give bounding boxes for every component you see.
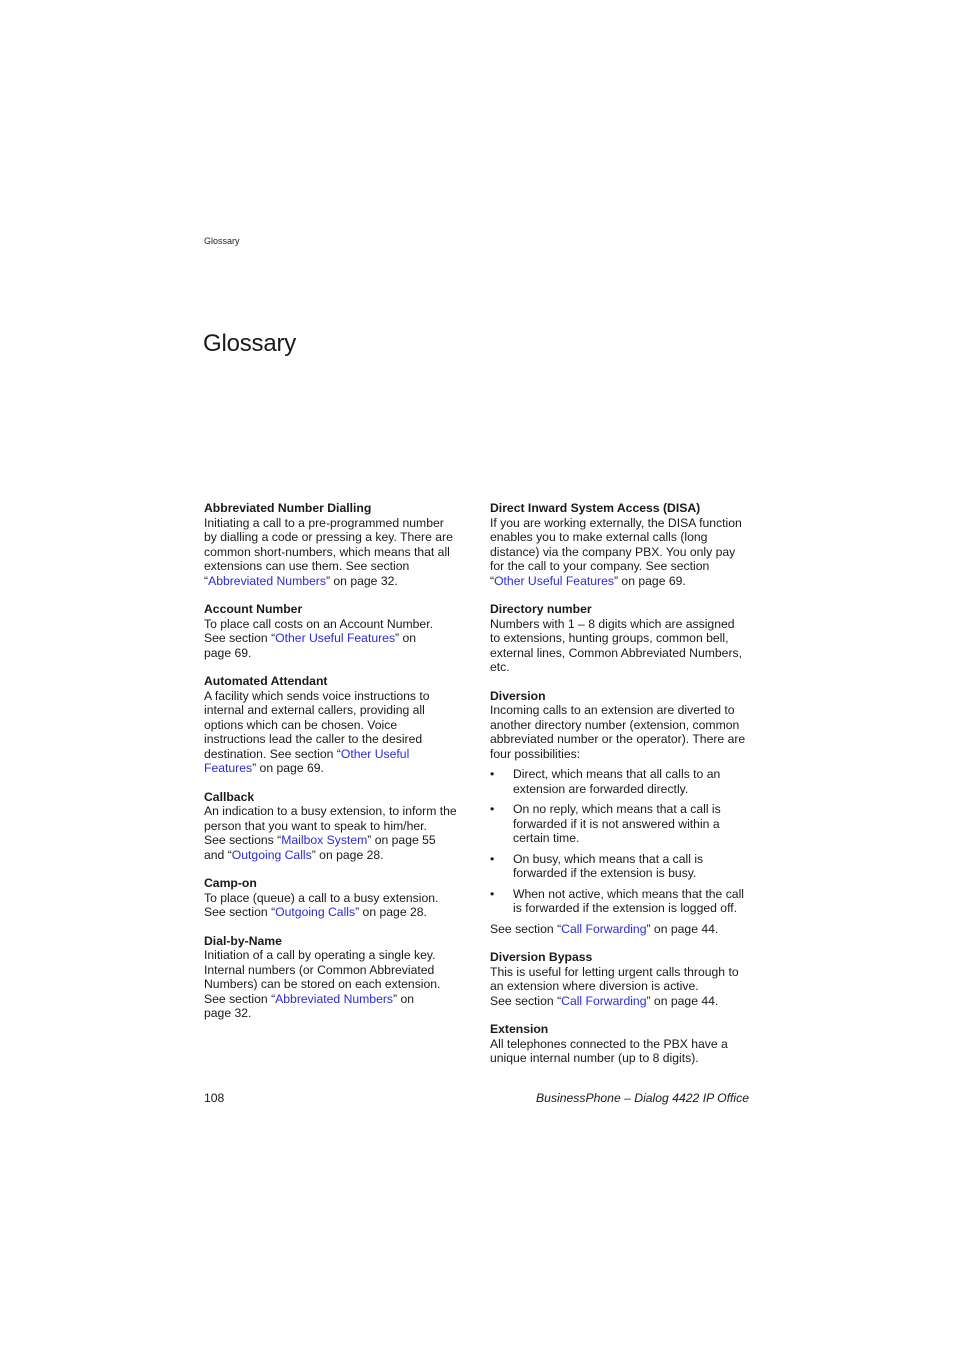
definition-line: This is useful for letting urgent calls through to [490, 964, 739, 979]
list-item-line: is forwarded if the extension is logged off. [513, 901, 738, 915]
page-title: Glossary [203, 330, 297, 357]
glossary-definition [204, 516, 466, 589]
glossary-term: Direct Inward System Access (DISA) [490, 501, 701, 515]
bullet-icon: • [490, 886, 495, 901]
glossary-column-left [204, 501, 466, 1035]
glossary-term: Callback [204, 789, 255, 804]
glossary-definition [490, 703, 752, 761]
definition-line: external lines, Common Abbreviated Numbers, [490, 645, 742, 660]
definition-line: abbreviated number or the operator). There are [490, 732, 746, 746]
glossary-definition [204, 689, 466, 776]
glossary-term: Diversion Bypass [490, 950, 593, 964]
glossary-definition [490, 965, 752, 1009]
glossary-term: Dial-by-Name [204, 933, 282, 948]
definition-line: another directory number (extension, common [490, 717, 740, 732]
bullet-icon: • [490, 767, 495, 781]
glossary-definition [204, 804, 466, 862]
definition-line: See section “Outgoing Calls” on page 28. [204, 905, 427, 919]
link-call-forwarding[interactable]: Call Forwarding [561, 921, 647, 936]
definition-line: Numbers with 1 – 8 digits which are assigned [490, 616, 735, 631]
glossary-definition [490, 1037, 752, 1066]
definition-line: A facility which sends voice instructions to [204, 688, 430, 703]
glossary-term: Account Number [204, 602, 303, 616]
glossary-entry-camp-on [204, 876, 466, 920]
definition-line: and “Outgoing Calls” on page 28. [204, 847, 384, 862]
definition-line: See sections “Mailbox System” on page 55 [204, 833, 436, 847]
glossary-term: Abbreviated Number Dialling [204, 501, 372, 515]
diversion-options-list [490, 767, 752, 916]
glossary-term: Camp-on [204, 876, 257, 890]
glossary-entry-disa [490, 501, 752, 588]
link-abbreviated-numbers[interactable]: Abbreviated Numbers [208, 573, 326, 588]
glossary-entry-account-number [204, 602, 466, 660]
link-outgoing-calls[interactable]: Outgoing Calls [231, 847, 312, 862]
definition-line: enables you to make external calls (long [490, 530, 708, 544]
list-item-line: forwarded if the extension is busy. [513, 866, 697, 880]
definition-line: common short-numbers, which means that all [204, 544, 450, 559]
definition-line: See section “Abbreviated Numbers” on [204, 991, 415, 1006]
definition-line: four possibilities: [490, 746, 581, 761]
page-number: 108 [204, 1091, 225, 1105]
definition-line: See section “Other Useful Features” on [204, 631, 417, 645]
list-item-line: On no reply, which means that a call is [513, 802, 721, 816]
glossary-column-right [490, 501, 752, 1080]
definition-line: If you are working externally, the DISA function [490, 515, 742, 530]
glossary-definition [490, 617, 752, 675]
list-item-line: certain time. [513, 831, 580, 845]
diversion-see-also [490, 922, 752, 937]
definition-line: “Other Useful Features” on page 69. [490, 573, 686, 588]
glossary-definition [204, 617, 466, 661]
definition-line: page 69. [204, 645, 252, 660]
link-abbreviated-numbers[interactable]: Abbreviated Numbers [275, 991, 394, 1006]
glossary-entry-diversion [490, 689, 752, 937]
list-item [490, 802, 752, 846]
definition-line: page 32. [204, 1006, 252, 1020]
link-call-forwarding[interactable]: Call Forwarding [561, 993, 647, 1008]
glossary-term: Automated Attendant [204, 674, 328, 688]
bullet-icon: • [490, 802, 495, 816]
glossary-definition [204, 891, 466, 920]
definition-line: See section “Call Forwarding” on page 44. [490, 921, 719, 936]
list-item [490, 852, 752, 881]
definition-line: “Abbreviated Numbers” on page 32. [204, 573, 398, 588]
document-title: BusinessPhone – Dialog 4422 IP Office [536, 1091, 749, 1105]
definition-line: instructions lead the caller to the desired [204, 732, 423, 746]
bullet-icon: • [490, 851, 495, 866]
definition-line: extensions can use them. See section [204, 559, 410, 573]
definition-line: destination. See section “Other Useful [204, 746, 410, 761]
glossary-entry-dial-by-name [204, 934, 466, 1021]
link-other-useful-features[interactable]: Other Useful Features [494, 573, 614, 588]
definition-line: unique internal number (up to 8 digits). [490, 1051, 699, 1065]
definition-line: etc. [490, 660, 510, 674]
glossary-term: Diversion [490, 688, 546, 703]
link-mailbox-system[interactable]: Mailbox System [281, 833, 368, 847]
link-other-useful[interactable]: Other Useful [340, 746, 410, 761]
definition-line: to extensions, hunting groups, common bell, [490, 631, 729, 645]
definition-line: To place call costs on an Account Number. [204, 616, 433, 631]
list-item-line: Direct, which means that all calls to an [513, 767, 721, 781]
definition-line: Initiating a call to a pre-programmed number [204, 515, 444, 530]
definition-line: Numbers) can be stored on each extension. [204, 977, 441, 991]
glossary-entry-callback [204, 790, 466, 863]
glossary-entry-abbreviated-number-dialling [204, 501, 466, 588]
glossary-entry-extension [490, 1022, 752, 1066]
glossary-term: Extension [490, 1022, 549, 1036]
definition-line: Features” on page 69. [204, 761, 324, 775]
definition-line: All telephones connected to the PBX have a [490, 1036, 728, 1051]
definition-line: An indication to a busy extension, to inform the [204, 804, 457, 818]
definition-line: internal and external callers, providing all [204, 703, 425, 717]
link-features[interactable]: Features [204, 761, 253, 775]
link-outgoing-calls[interactable]: Outgoing Calls [275, 905, 356, 919]
definition-line: person that you want to speak to him/her. [204, 818, 427, 833]
list-item-line: When not active, which means that the call [513, 886, 745, 901]
link-other-useful-features[interactable]: Other Useful Features [275, 631, 396, 645]
definition-line: To place (queue) a call to a busy extension. [204, 890, 439, 905]
definition-line: by dialling a code or pressing a key. There are [204, 530, 453, 544]
list-item-line: forwarded if it is not answered within a [513, 816, 720, 831]
list-item-line: extension are forwarded directly. [513, 781, 689, 796]
definition-line: an extension where diversion is active. [490, 979, 699, 993]
list-item-line: On busy, which means that a call is [513, 851, 704, 866]
definition-line: Initiation of a call by operating a single key. [204, 948, 436, 962]
definition-line: for the call to your company. See section [490, 559, 710, 573]
definition-line: Incoming calls to an extension are diverted to [490, 703, 735, 717]
glossary-entry-automated-attendant [204, 674, 466, 776]
definition-line: options which can be chosen. Voice [204, 717, 398, 732]
glossary-definition [490, 516, 752, 589]
definition-line: See section “Call Forwarding” on page 44. [490, 993, 719, 1008]
list-item [490, 887, 752, 916]
list-item [490, 767, 752, 796]
definition-line: distance) via the company PBX. You only pay [490, 544, 736, 559]
glossary-entry-directory-number [490, 602, 752, 675]
definition-line: Internal numbers (or Common Abbreviated [204, 962, 435, 977]
glossary-term: Directory number [490, 602, 592, 616]
glossary-entry-diversion-bypass [490, 950, 752, 1008]
glossary-definition [204, 948, 466, 1021]
running-head: Glossary [204, 236, 240, 246]
